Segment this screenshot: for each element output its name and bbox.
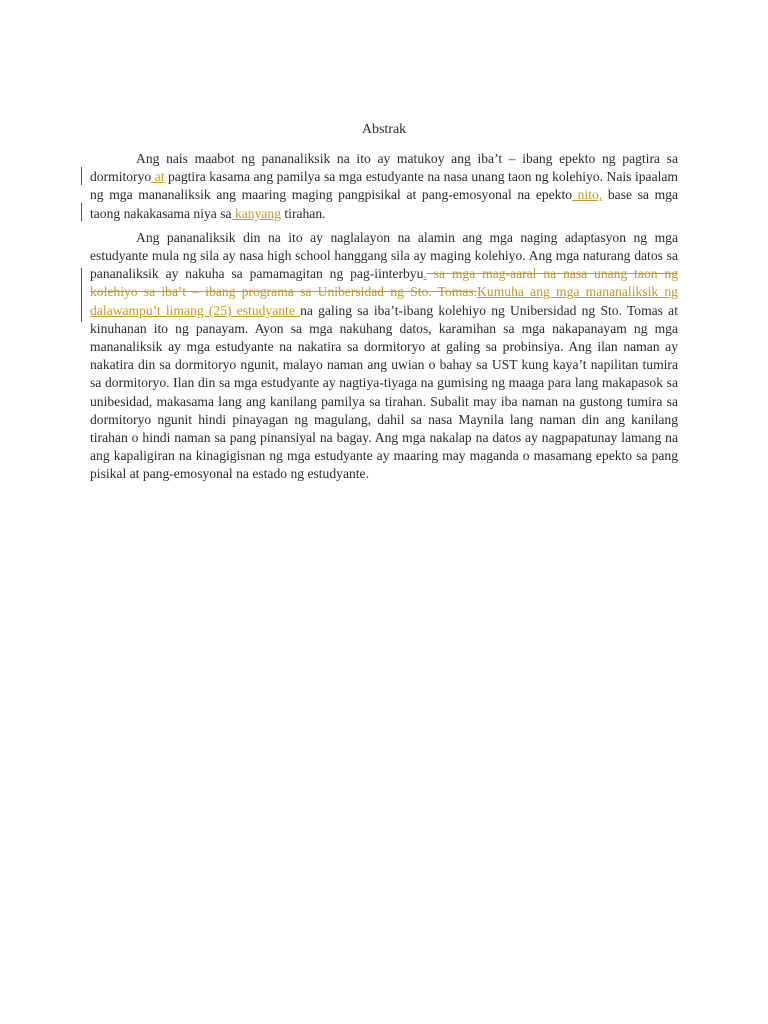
paragraph-1 <box>90 150 678 223</box>
change-bar <box>81 203 82 221</box>
text-run: tirahan. <box>281 205 326 221</box>
document-title: Abstrak <box>361 122 407 137</box>
tracked-insertion[interactable]: . <box>423 266 427 282</box>
text-run: base sa mga taong nakakasama niya sa <box>90 187 678 221</box>
tracked-insertion[interactable]: kanyang <box>231 205 281 221</box>
tracked-insertion[interactable]: Kumuha ang mga mananaliksik ng dalawampu’t limang (25) estudyante <box>90 284 678 318</box>
change-bar <box>81 268 82 322</box>
text-run: pagtira kasama ang pamilya sa mga estudyante na nasa unang taon ng kolehiyo. Nais ipaalam ng mga mananaliksik ang maaring maging pangpisikal at pang-emosyonal na epekto <box>90 169 678 203</box>
text-run: Ang pananaliksik din na ito ay naglalayon na alamin ang mga naging adaptasyon ng mga estudyante mula ng sila ay nasa high school hanggang sila ay maging kolehiyo. Ang mga naturang datos sa pananaliksik ay nakuha sa pamamagitan ng pag-iinterbyu <box>90 229 678 282</box>
tracked-insertion[interactable]: at <box>151 169 165 185</box>
text-run: na galing sa iba’t-ibang kolehiyo ng Unibersidad ng Sto. Tomas at kinuhanan ito ng panayam. Ayon sa mga nakuhang datos, karamihan sa mga nakapanayam ng mga mananaliksik ay mga estudyante na nakatira sa dormitoryo at galing sa probinsiya. Ang ilan naman ay nakatira din sa dormitoryo ngunit, malayo naman ang uwian o bahay sa UST kung kaya’t napilitan tumira sa dormitoryo. Ilan din sa mga estudyante ay nagtiya-tiyaga na gumising ng maaga para lang makapasok sa unibesidad, makasama lang ang kanilang pamilya sa tirahan. Subalit may iba naman na gustong tumira sa dormitoryo ngunit hindi pinayagan ng magulang, dahil sa nasa Maynila lang naman din ang kanilang tirahan o hindi naman sa pang pinansiyal na bagay. Ang mga nakalap na datos ay nagpapatunay lamang na ang kapaligiran na kinagigisnan ng mga estudyante ay maaring may maganda o masamang epekto sa pang pisikal at pang-emosyonal na estado ng estudyante. <box>90 302 678 482</box>
tracked-insertion[interactable]: nito, <box>572 187 603 203</box>
tracked-deletion[interactable]: sa mga mag-aaral na nasa unang taon ng kolehiyo sa iba’t – ibang programa sa Unibersidad ng Sto. Tomas. <box>90 266 678 300</box>
text-run: Ang nais maabot ng pananaliksik na ito ay matukoy ang iba’t – ibang epekto ng pagtira sa dormitoryo <box>90 151 678 185</box>
document-body <box>90 150 678 490</box>
paragraph-2 <box>90 229 678 484</box>
change-bar <box>81 167 82 185</box>
